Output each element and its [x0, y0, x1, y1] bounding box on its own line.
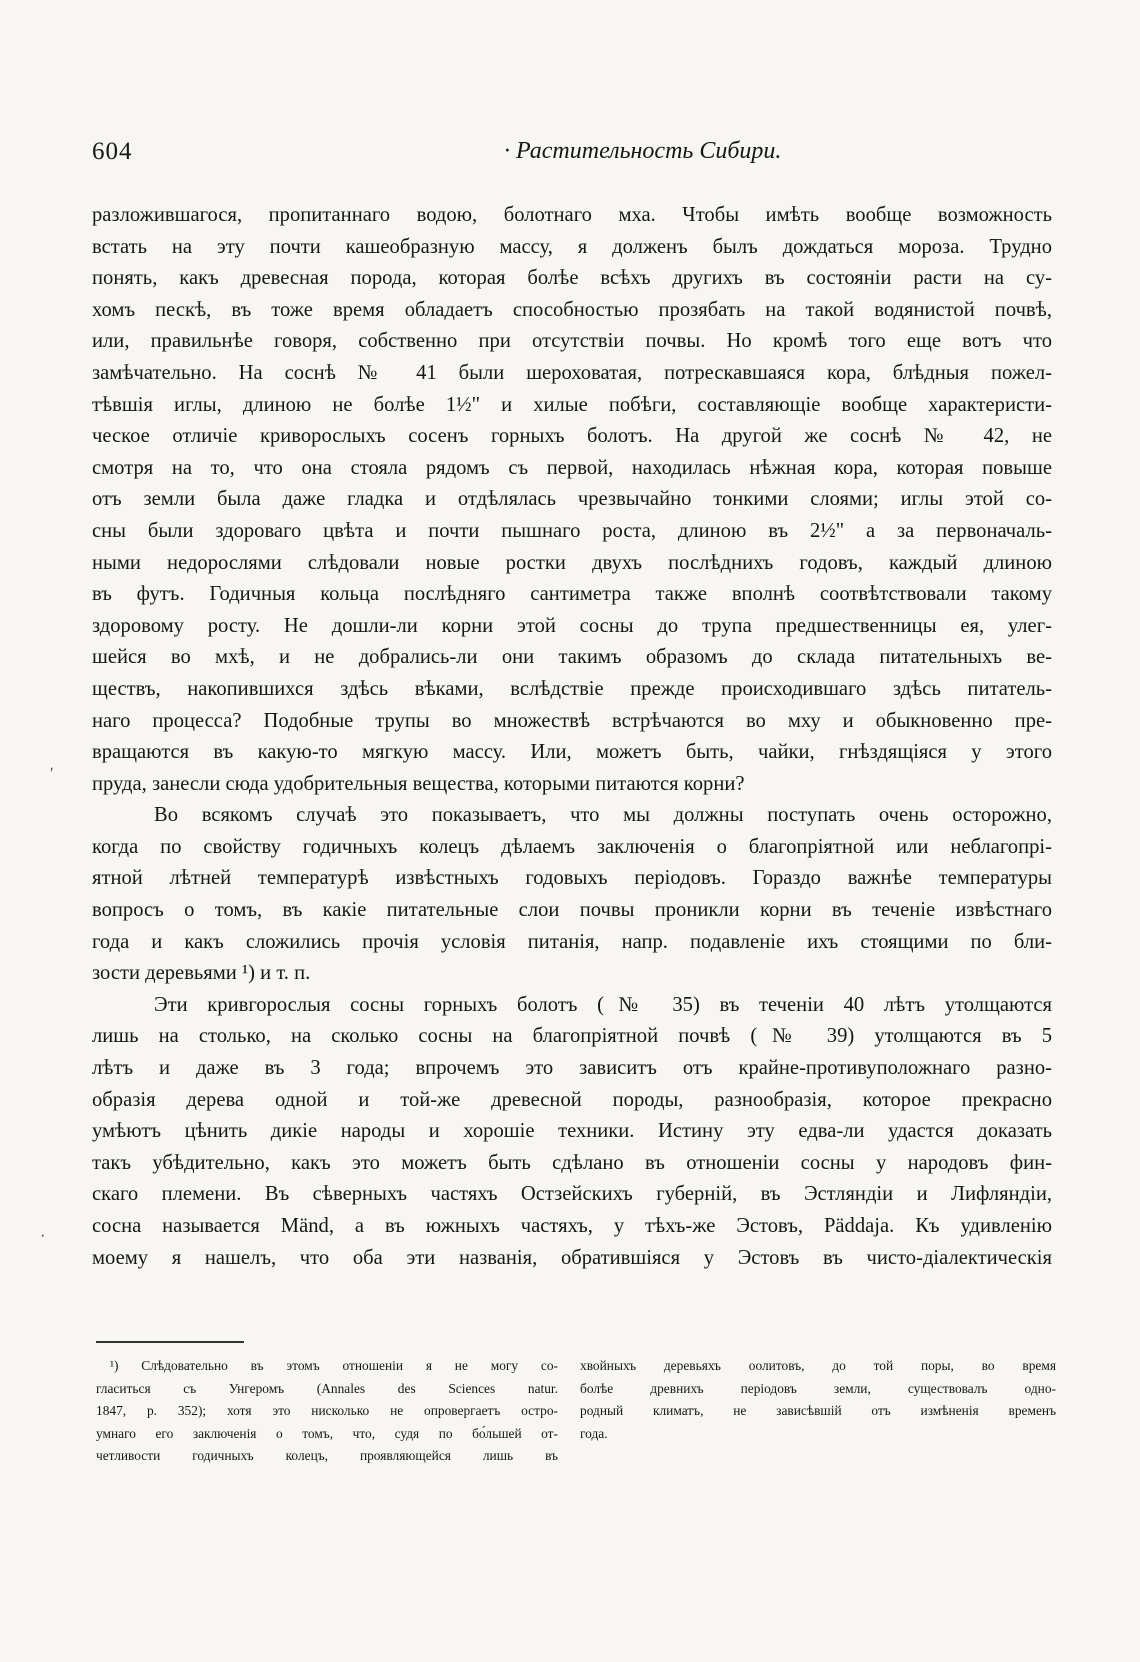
text-line: зости деревьями ¹) и т. п.: [92, 962, 311, 985]
page-number: 604: [92, 138, 133, 165]
text-line: умѣютъ цѣнить дикіе народы и хорошіе техники. Истину эту едва-ли удастся доказать: [92, 1120, 1052, 1143]
footnote-rule: [96, 1341, 244, 1343]
text-line: пруда, занесли сюда удобрительныя вещества, которыми питаются корни?: [92, 772, 745, 795]
margin-mark: ·: [40, 1228, 46, 1245]
page-header: [92, 138, 1052, 178]
text-line: вопросъ о томъ, въ какіе питательные слои почвы проникли корни въ теченіе извѣстнаго: [92, 899, 1052, 922]
footnote-line: года.: [580, 1425, 608, 1441]
text-line: понять, какъ древесная порода, которая болѣе всѣхъ другихъ въ состояніи расти на су-: [92, 267, 1052, 290]
text-line: ческое отличіе криворослыхъ сосенъ горныхъ болотъ. На другой же соснѣ № 42, не: [92, 425, 1052, 448]
text-line: сосна называется Mänd, а въ южныхъ частяхъ, у тѣхъ-же Эстовъ, Päddaja. Къ удивленію: [92, 1215, 1052, 1237]
text-line: когда по свойству годичныхъ колецъ дѣлаемъ заключенія о благопріятной или неблагопрі-: [92, 835, 1052, 858]
text-line: лѣтъ и даже въ 3 года; впрочемъ это зависитъ отъ крайне-противуположнаго разно-: [92, 1057, 1052, 1080]
footnote-line: гласиться съ Унгеромъ (Annales des Sciences natur.: [96, 1380, 558, 1396]
text-line: тѣвшія иглы, длиною не болѣе 1½" и хилые побѣги, составляющіе вообще характеристи-: [92, 393, 1052, 416]
text-line: скаго племени. Въ сѣверныхъ частяхъ Остзейскихъ губерній, въ Эстляндіи и Лифляндіи,: [92, 1183, 1052, 1206]
text-line: или, правильнѣе говоря, собственно при отсутствіи почвы. Но кромѣ того еще вотъ что: [92, 330, 1052, 353]
text-line: отъ земли была даже гладка и отдѣлялась чрезвычайно тонкими слоями; иглы этой со-: [92, 488, 1052, 511]
text-line: шейся во мхѣ, и не добрались-ли они такимъ образомъ до склада питательныхъ ве-: [92, 646, 1052, 669]
running-head: · Растительность Сибири.: [504, 138, 782, 164]
text-line: замѣчательно. На соснѣ № 41 были шероховатая, потрескавшаяся кора, блѣдныя пожел-: [92, 361, 1052, 384]
text-line: Во всякомъ случаѣ это показываетъ, что мы должны поступать очень осторожно,: [154, 804, 1052, 827]
footnote-line: родный климатъ, не зависѣвшій отъ измѣненія временъ: [580, 1403, 1056, 1419]
text-line: такъ убѣдительно, какъ это можетъ быть сдѣлано въ отношеніи сосны у народовъ фин-: [92, 1151, 1052, 1174]
footnote-right-column: [580, 1355, 1056, 1445]
footnote-line: 1847, p. 352); хотя это нисколько не опровергаетъ остро-: [96, 1403, 558, 1419]
text-line: здоровому росту. Не дошли-ли корни этой сосны до трупа предшественницы ея, улег-: [92, 614, 1052, 637]
footnote-line: болѣе древнихъ періодовъ земли, существовалъ одно-: [580, 1380, 1056, 1396]
text-line: Эти кривгорослыя сосны горныхъ болотъ (№ 35) въ теченіи 40 лѣтъ утолщаются: [154, 993, 1052, 1016]
text-line: образія дерева одной и той-же древесной породы, разнообразія, которое прекрасно: [92, 1088, 1052, 1111]
text-line: разложившагося, пропитаннаго водою, болотнаго мха. Чтобы имѣть вообще возможность: [92, 204, 1052, 226]
text-line: ными недорослями слѣдовали новые ростки двухъ послѣднихъ годовъ, каждый длиною: [92, 551, 1052, 574]
footnote-left-column: [96, 1355, 558, 1468]
text-line: хомъ пескѣ, въ тоже время обладаетъ способностью прозябать на такой водянистой почвѣ,: [92, 298, 1052, 321]
text-line: смотря на то, что она стояла рядомъ съ первой, находилась нѣжная кора, которая повыше: [92, 456, 1052, 479]
text-line: лишь на столько, на сколько сосны на благопріятной почвѣ (№ 39) утолщаются въ 5: [92, 1025, 1052, 1048]
text-line: моему я нашелъ, что оба эти названія, обратившіяся у Эстовъ въ чисто-діалектическія: [92, 1246, 1052, 1269]
footnote-line: ¹) Слѣдовательно въ этомъ отношеніи я не могу со-: [110, 1358, 558, 1373]
text-line: вращаются въ какую-то мягкую массу. Или, можетъ быть, чайки, гнѣздящіяся у этого: [92, 741, 1052, 764]
margin-mark: ʹ: [50, 765, 54, 782]
text-line: въ футъ. Годичныя кольца послѣдняго сантиметра также вполнѣ соотвѣтствовали такому: [92, 583, 1052, 606]
text-line: наго процесса? Подобные трупы во множествѣ встрѣчаются во мху и обыкновенно пре-: [92, 709, 1052, 732]
text-line: года и какъ сложились прочія условія питанія, напр. подавленіе ихъ стоящими по бли-: [92, 930, 1052, 953]
footnote-line: хвойныхъ деревьяхъ оолитовъ, до той поры, во время: [580, 1358, 1056, 1373]
text-line: встать на эту почти кашеобразную массу, я долженъ былъ дождаться мороза. Трудно: [92, 235, 1052, 258]
footnote-line: умнаго его заключенія о томъ, что, судя по бо́льшей от-: [96, 1425, 558, 1441]
text-line: ятной лѣтней температурѣ извѣстныхъ годовыхъ періодовъ. Гораздо важнѣе температуры: [92, 867, 1052, 890]
footnote-line: четливости годичныхъ колецъ, проявляющейся лишь въ: [96, 1448, 558, 1464]
text-line: сны были здороваго цвѣта и почти пышнаго роста, длиною въ 2½" а за первоначаль-: [92, 519, 1052, 542]
body-text: [92, 200, 1052, 1274]
text-line: ществъ, накопившихся здѣсь вѣками, вслѣдствіе прежде происходившаго здѣсь питатель-: [92, 677, 1052, 700]
